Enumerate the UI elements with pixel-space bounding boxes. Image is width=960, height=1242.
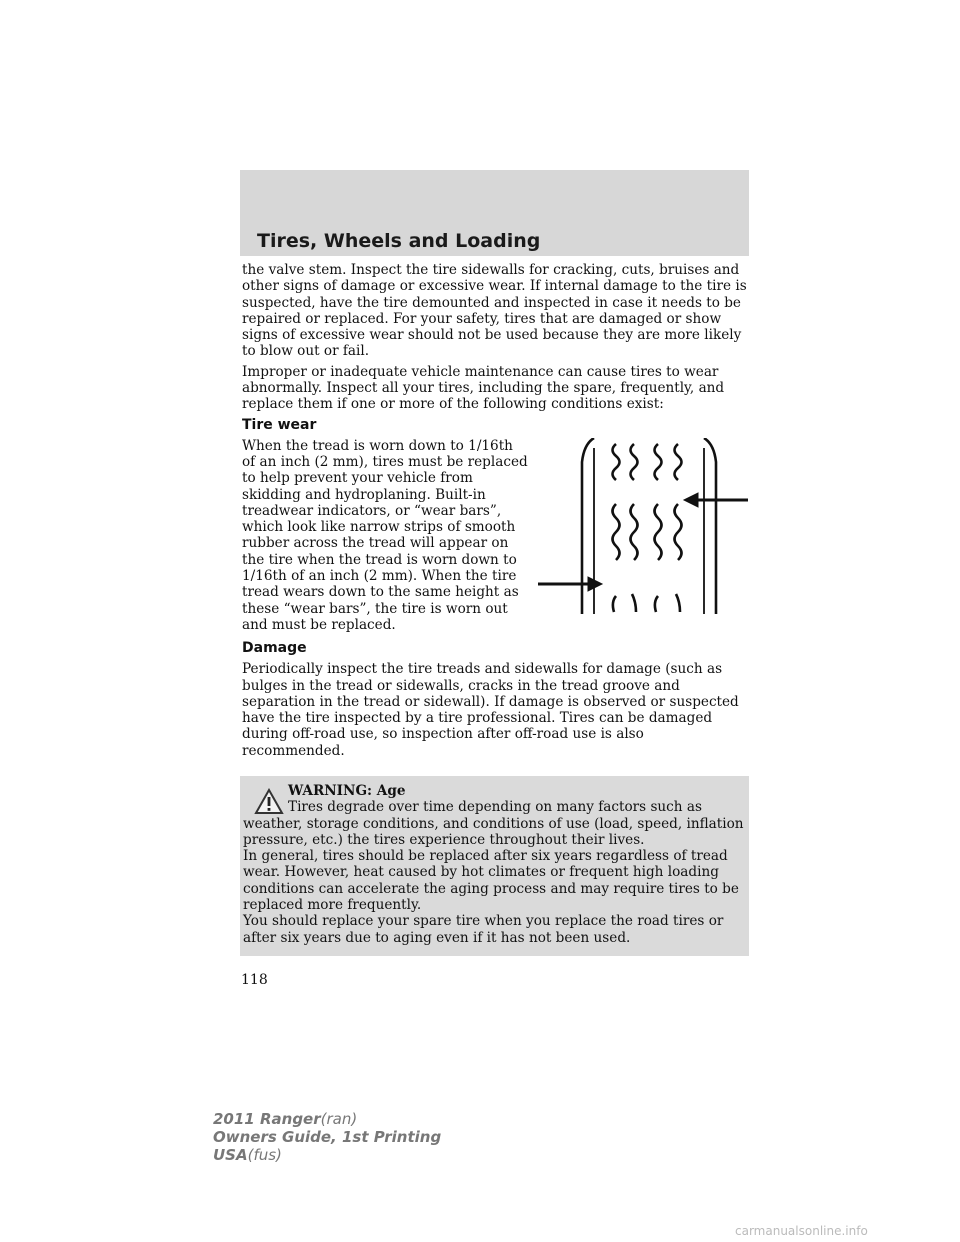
- tread-wear-indicator-illustration: [532, 438, 754, 614]
- section-title: Tires, Wheels and Loading: [257, 230, 541, 252]
- tread-groove-lower-1: [613, 596, 616, 612]
- wear-bar-arrow-lower: [538, 577, 602, 591]
- tread-groove-upper-2: [631, 444, 638, 480]
- tread-groove-middle-2: [631, 504, 638, 560]
- paragraph-valve-stem: the valve stem. Inspect the tire sidewalls for cracking, cuts, bruises and other signs of damage or excessive wear. If internal damage to the tire is suspected, have the tire demounted and inspected in case it needs to be repaired or replaced. For your safety, tires that are damaged or show signs of excessive wear should not be used because they are more likely to blow out or fail.: [242, 262, 747, 360]
- heading-damage: Damage: [242, 640, 307, 657]
- tread-groove-lower-4: [676, 594, 680, 612]
- tread-groove-lower-3: [655, 596, 658, 612]
- footer-model-code: (ran): [320, 1110, 358, 1128]
- page-content: [242, 262, 748, 763]
- section-header-bar: [240, 170, 749, 256]
- paragraph-tire-wear: When the tread is worn down to 1/16th of an inch (2 mm), tires must be replaced to help prevent your vehicle from skidding and hydroplaning. Built-in treadwear indicators, or “wear bars”, which look like narrow strips of smooth rubber across the tread will appear on the tire when the tread is worn down to 1/16th of an inch (2 mm). When the tire tread wears down to the same height as these “wear bars”, the tire is worn out and must be replaced.: [242, 437, 528, 633]
- footer-region-code: (fus): [247, 1146, 282, 1164]
- footer-model: 2011 Ranger: [213, 1110, 321, 1128]
- tire-wear-section: [242, 438, 748, 638]
- heading-tire-wear: Tire wear: [242, 416, 317, 433]
- tread-groove-upper-4: [675, 444, 682, 480]
- warning-box: [240, 776, 749, 956]
- watermark: carmanualsonline.info: [735, 1224, 868, 1238]
- warning-line-1: Tires degrade over time depending on many factors such as weather, storage conditions, and conditions of use (load, speed, inflation pressure, etc.) the tires experience throughout their lives.: [243, 799, 744, 848]
- tread-groove-upper-3: [655, 444, 662, 480]
- paragraph-maintenance: Improper or inadequate vehicle maintenance can cause tires to wear abnormally. Inspect all your tires, including the spare, frequently, and replace them if one or more of the following conditions exist:: [242, 363, 725, 413]
- warning-title: WARNING: Age: [288, 783, 406, 799]
- paragraph-damage: Periodically inspect the tire treads and sidewalls for damage (such as bulges in the tread or sidewalls, cracks in the tread groove and separation in the tread or sidewall). If damage is observed or suspected have the tire inspected by a tire professional. Tires can be damaged during off-road use, so inspection after off-road use is also recommended.: [242, 661, 739, 759]
- page-number: 118: [241, 972, 268, 988]
- warning-line-2: In general, tires should be replaced after six years regardless of tread wear. However, heat caused by hot climates or frequent high loading conditions can accelerate the aging process and may require tires to be replaced more frequently.: [243, 848, 739, 914]
- document-footer: [213, 1110, 441, 1164]
- tread-groove-middle-3: [655, 504, 662, 560]
- warning-body: [243, 783, 745, 946]
- tread-groove-middle-1: [613, 504, 620, 560]
- tread-groove-lower-2: [632, 594, 636, 612]
- tread-groove-upper-1: [613, 444, 620, 480]
- warning-line-3: You should replace your spare tire when you replace the road tires or after six years due to aging even if it has not been used.: [243, 913, 724, 946]
- footer-guide: Owners Guide, 1st Printing: [213, 1128, 442, 1146]
- footer-region: USA: [213, 1146, 248, 1164]
- tread-groove-middle-4: [675, 504, 682, 560]
- tire-right-shoulder: [704, 438, 716, 614]
